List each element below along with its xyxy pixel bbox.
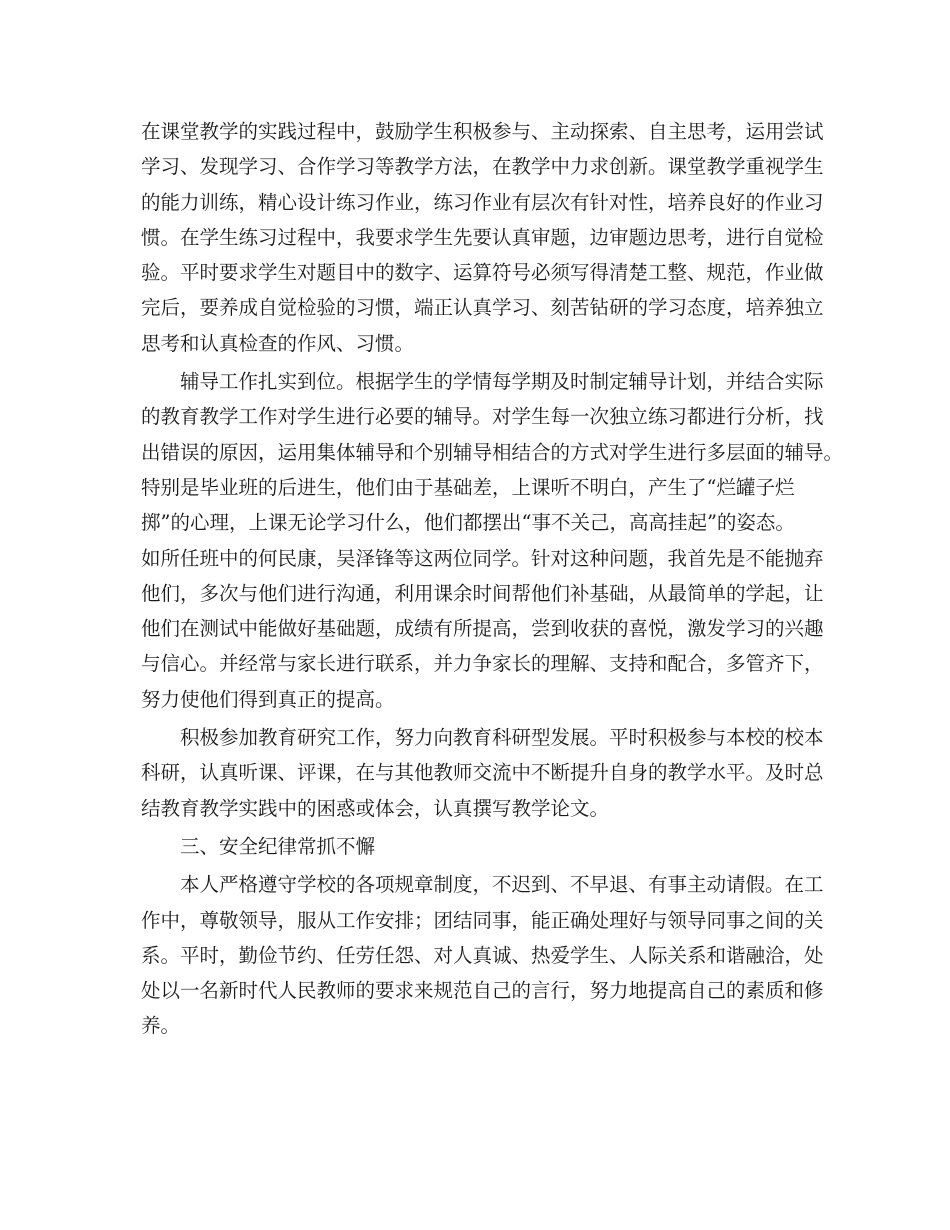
heading-line: 三、安全纪律常抓不懈: [141, 834, 376, 858]
text-line: 学习、发现学习、合作学习等教学方法，在教学中力求创新。课堂教学重视学生: [141, 155, 824, 179]
text-line: 积极参加教育研究工作，努力向教育科研型发展。平时积极参与本校的校本: [141, 726, 824, 750]
paragraph: [141, 114, 824, 361]
text-line: 惯。在学生练习过程中，我要求学生先要认真审题，边审题边思考，进行自觉检: [141, 225, 824, 249]
text-line: 努力使他们得到真正的提高。: [141, 687, 395, 711]
text-line: 思考和认真检查的作风、习惯。: [141, 331, 415, 355]
text-line: 的教育教学工作对学生进行必要的辅导。对学生每一次独立练习都进行分析，找: [141, 405, 824, 429]
paragraph: [141, 720, 824, 826]
paragraph: [141, 364, 844, 717]
text-line: 系。平时，勤俭节约、任劳任怨、对人真诚、热爱学生、人际关系和谐融洽，处: [141, 943, 824, 967]
text-line: 掷”的心理，上课无论学习什么，他们都摆出“事不关己，高高挂起”的姿态。: [141, 511, 795, 535]
text-line: 验。平时要求学生对题目中的数字、运算符号必须写得清楚工整、规范，作业做: [141, 261, 824, 285]
text-line: 与信心。并经常与家长进行联系，并力争家长的理解、支持和配合，多管齐下，: [141, 652, 824, 676]
text-line: 养。: [141, 1014, 181, 1038]
section-heading: [141, 829, 809, 864]
text-line: 完后，要养成自觉检验的习惯，端正认真学习、刻苦钻研的学习态度，培养独立: [141, 296, 824, 320]
text-line: 本人严格遵守学校的各项规章制度，不迟到、不早退、有事主动请假。在工: [141, 873, 824, 897]
text-line: 出错误的原因，运用集体辅导和个别辅导相结合的方式对学生进行多层面的辅导。: [141, 440, 844, 464]
text-line: 他们，多次与他们进行沟通，利用课余时间帮他们补基础，从最简单的学起，让: [141, 581, 824, 605]
text-line: 如所任班中的何民康，吴泽锋等这两位同学。针对这种问题，我首先是不能抛弃: [141, 546, 824, 570]
text-line: 的能力训练，精心设计练习作业，练习作业有层次有针对性，培养良好的作业习: [141, 190, 824, 214]
text-line: 科研，认真听课、评课，在与其他教师交流中不断提升自身的教学水平。及时总: [141, 761, 824, 785]
text-line: 他们在测试中能做好基础题，成绩有所提高，尝到收获的喜悦，激发学习的兴趣: [141, 617, 824, 641]
paragraph: [141, 867, 824, 1043]
text-line: 结教育教学实践中的困惑或体会，认真撰写教学论文。: [141, 796, 610, 820]
document-body: [141, 114, 844, 1044]
text-line: 特别是毕业班的后进生，他们由于基础差，上课听不明白，产生了“烂罐子烂: [141, 475, 795, 499]
text-line: 作中，尊敬领导，服从工作安排；团结同事，能正确处理好与领导同事之间的关: [141, 908, 824, 932]
text-line: 处以一名新时代人民教师的要求来规范自己的言行，努力地提高自己的素质和修: [141, 979, 824, 1003]
text-line: 辅导工作扎实到位。根据学生的学情每学期及时制定辅导计划，并结合实际: [141, 370, 824, 394]
text-line: 在课堂教学的实践过程中，鼓励学生积极参与、主动探索、自主思考，运用尝试: [141, 120, 824, 143]
